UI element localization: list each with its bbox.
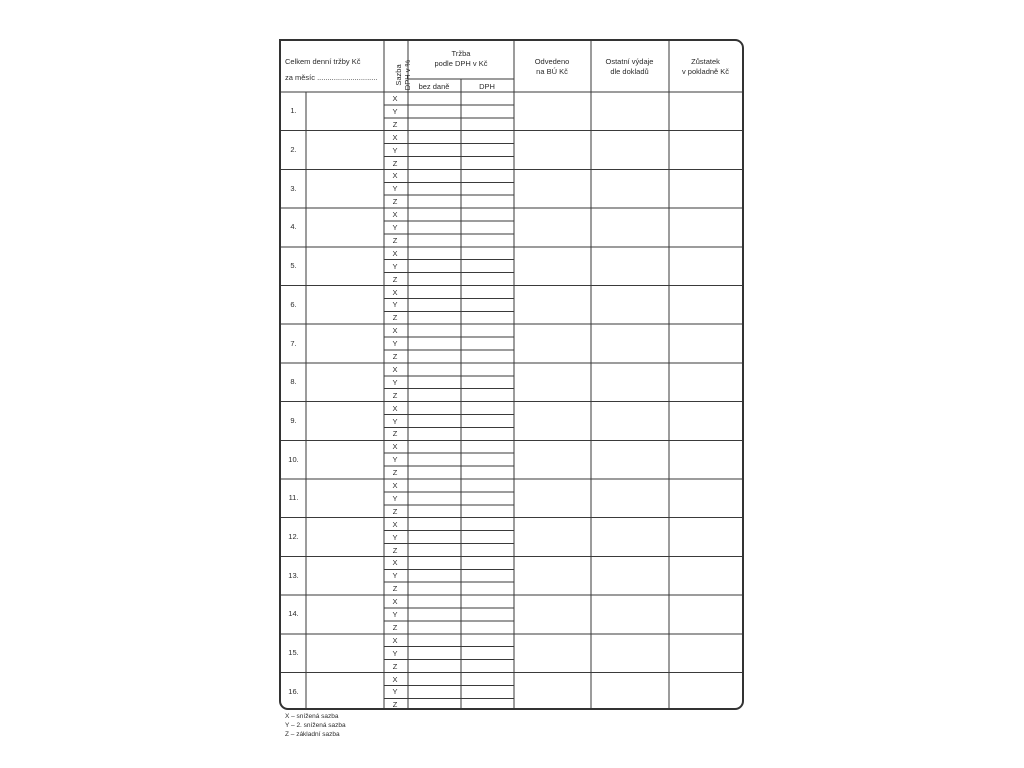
rate-letter-x: X (392, 635, 398, 645)
rate-letter-x: X (392, 171, 398, 181)
col-without-tax: bez daně (418, 82, 450, 91)
legend-z: Z – základní sazba (285, 731, 340, 738)
day-number: 8. (290, 377, 297, 387)
rate-letter-x: X (392, 674, 398, 684)
form-grid (281, 41, 742, 708)
day-number: 15. (288, 648, 299, 658)
rate-letter-x: X (392, 558, 398, 568)
col-expenses (591, 57, 668, 77)
rate-letter-z: Z (392, 390, 398, 400)
cash-book-form (279, 39, 744, 710)
col-balance-line1: Zůstatek (691, 57, 720, 66)
rate-letter-y: Y (392, 532, 398, 542)
rate-letter-z: Z (392, 119, 398, 129)
rate-letter-y: Y (392, 416, 398, 426)
day-number: 2. (290, 145, 297, 155)
day-number: 5. (290, 261, 297, 271)
rate-letter-x: X (392, 364, 398, 374)
rate-header-line1: Sazba (394, 64, 403, 86)
rate-letter-x: X (392, 94, 398, 103)
col-balance (669, 57, 742, 77)
rate-letter-x: X (392, 481, 398, 490)
col-expenses-line1: Ostatní výdaje (605, 57, 654, 66)
rate-header-line2: DPH v % (403, 59, 412, 91)
legend-y: Y – 2. snížená sazba (285, 722, 346, 729)
rate-letter-z: Z (392, 545, 398, 555)
day-number: 12. (288, 532, 299, 542)
rate-letter-z: Z (392, 197, 398, 207)
rate-letter-z: Z (392, 274, 398, 284)
rate-legend (285, 712, 346, 739)
rate-letter-y: Y (392, 223, 398, 232)
rate-letter-x: X (392, 442, 398, 452)
rate-letter-y: Y (392, 610, 398, 619)
rate-letter-y: Y (392, 571, 398, 581)
rate-letter-x: X (392, 597, 398, 607)
revenue-header-line1: Tržba (451, 49, 471, 58)
day-number: 13. (288, 570, 299, 580)
col-vat: DPH (479, 82, 495, 91)
month-label: za měsíc ............................. (285, 73, 378, 82)
rate-letter-z: Z (392, 313, 398, 323)
revenue-header-line2: podle DPH v Kč (434, 59, 488, 68)
rate-letter-z: Z (392, 235, 398, 245)
day-number: 6. (290, 299, 297, 309)
day-number: 16. (288, 686, 299, 696)
col-deposited-line2: na BÚ Kč (536, 67, 568, 76)
rate-letter-z: Z (392, 468, 398, 478)
day-number: 9. (290, 415, 297, 425)
col-deposited (514, 57, 590, 77)
rate-letter-y: Y (392, 106, 398, 116)
rate-letter-z: Z (392, 506, 398, 516)
rate-letter-z: Z (392, 700, 398, 710)
rate-letter-x: X (392, 403, 398, 413)
day-number: 11. (288, 493, 299, 503)
col-expenses-line2: dle dokladů (610, 67, 649, 76)
day-number: 1. (290, 106, 297, 116)
rate-letter-y: Y (392, 300, 398, 310)
rate-letter-y: Y (392, 261, 398, 271)
revenue-header (408, 49, 514, 69)
rate-letter-z: Z (392, 661, 398, 671)
rate-letter-y: Y (392, 687, 398, 697)
day-number: 4. (290, 222, 297, 232)
daily-total-title: Celkem denní tržby Kč (285, 57, 361, 66)
col-balance-line2: v pokladně Kč (681, 67, 730, 76)
rate-letter-y: Y (392, 377, 398, 387)
col-deposited-line1: Odvedeno (534, 57, 570, 66)
rate-letter-z: Z (392, 352, 398, 361)
rate-letter-z: Z (392, 622, 398, 632)
rate-letter-x: X (392, 519, 398, 529)
rate-letter-x: X (392, 248, 398, 258)
rate-letter-x: X (392, 287, 398, 297)
rate-letter-y: Y (392, 145, 398, 155)
day-number: 14. (288, 609, 299, 619)
legend-x: X – snížená sazba (285, 713, 339, 720)
rate-letter-y: Y (392, 184, 398, 194)
rate-letter-z: Z (392, 429, 398, 439)
rate-letter-z: Z (392, 584, 398, 594)
rate-letter-y: Y (392, 493, 398, 503)
rate-letter-y: Y (392, 455, 398, 465)
day-number: 3. (290, 183, 297, 193)
rate-letter-y: Y (392, 648, 398, 658)
rate-letter-z: Z (392, 158, 398, 168)
rate-letter-x: X (392, 210, 398, 220)
rate-letter-x: X (392, 132, 398, 142)
rate-letter-y: Y (392, 339, 398, 349)
day-number: 10. (288, 454, 299, 464)
rate-letter-x: X (392, 326, 398, 336)
day-number: 7. (290, 338, 297, 348)
